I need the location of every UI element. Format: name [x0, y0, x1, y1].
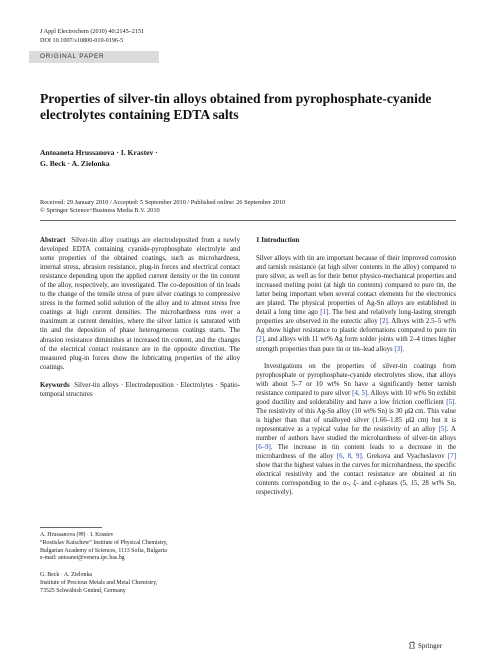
affiliation-line: 73525 Schwäbish Gmünd, Germany — [40, 587, 126, 594]
affiliation-1 — [40, 532, 240, 563]
article-type-banner: ORIGINAL PAPER — [29, 51, 159, 63]
abstract-paragraph — [40, 236, 240, 372]
footnote-divider — [40, 527, 102, 528]
affiliation-names: A. Hrussanova (✉) · I. Krastev — [40, 532, 114, 538]
journal-header — [40, 28, 340, 45]
keywords-label: Keywords — [40, 381, 70, 389]
publisher-name: Springer — [418, 642, 443, 650]
citation-link[interactable]: [4, 5] — [352, 389, 368, 397]
affiliation-email: e-mail: antoanet@venera.ipc.bas.bg — [40, 555, 125, 562]
right-column — [256, 236, 456, 497]
left-column — [40, 236, 240, 399]
journal-citation: J Appl Electrochem (2010) 40:2145–2151 — [40, 28, 145, 35]
dates-line: Received: 29 January 2010 / Accepted: 5 September 2010 / Published online: 26 September 2010 — [40, 199, 286, 206]
springer-horse-icon — [408, 641, 416, 649]
header-divider — [40, 220, 456, 221]
author-line: G. Beck · A. Zielonka — [40, 158, 110, 168]
citation-link[interactable]: [1] — [320, 309, 329, 317]
citation-link[interactable]: [2] — [379, 318, 388, 326]
affiliation-line: “Rostislav Kaischew” Institute of Physical Chemistry, — [40, 539, 168, 546]
abstract-text: Silver-tin alloy coatings are electrodeposited from a newly developed EDTA containing cyanide-pyrophosphate electrolyte and some properties of the obtained coatings, such as microhardness, internal stress, abrasion resistance, plug-in forces and electrical contact resistance depending upon the applied current density or the tin content of the alloy, respectively, are investigated. The co-deposition of tin leads to the change of the tensile stress of pure silver coatings to compressive stress in the formed solid solution of the alloy and to almost stress free coatings at high current densities. The microhardness runs over a maximum at current densities, where the silver lattice is saturated with tin and the deposition of phase heterogeneous coatings starts. The abrasion resistance diminishes at increased tin content, and the changes of the electrical contact resistance are in the opposite direction. The measured plug-in forces show the lubricating properties of the alloy coatings. — [40, 237, 241, 371]
citation-link[interactable]: [7] — [448, 453, 456, 461]
citation-link[interactable]: [5] — [446, 398, 455, 406]
keywords-paragraph — [40, 381, 240, 399]
abstract-label: Abstract — [40, 237, 66, 244]
affiliation-line: Bulgarian Academy of Sciences, 1113 Sofia, Bulgaria — [40, 547, 167, 554]
citation-link[interactable]: [2] — [256, 336, 264, 344]
intro-paragraph-2: Investigations on the properties of silver-tin coatings from pyrophosphate or pyrophosphate-cyanide electrolytes show, that alloys with about 5–7 or 10 wt% Sn have a significantly better tarnish resistance compared to pure silver [4, 5]. Alloys with 10 wt% Sn exhibit good ductility and solderability and have a low friction coefficient [5]. The resistivity of this Ag-Sn alloy (10 wt% Sn) is 30 μΩ cm. This value is higher than that of unalloyed silver (1.66–1.85 μΩ cm) but it is representative as a typical value for the resistivity of an alloy [5]. A number of authors have studied the microhardness of silver-tin alloys [6–9]. The increase in tin content leads to a decrease in the microhardness of the alloy [6, 8, 9]. Grekova and Vyacheslavov [7] show that the highest values in the curves for microhardness, the specific electrical resistivity and the contact resistance are obtained at tin contents corresponding to the α-, ζ- and ε-phases (5, 15, 28 wt% Sn, respectively). — [256, 362, 456, 497]
keywords-text: Silver-tin alloys · Electrodeposition · Electrolytes · Spatio-temporal structures — [40, 381, 241, 398]
journal-doi: DOI 10.1007/s10800-010-0196-5 — [40, 36, 124, 44]
citation-link[interactable]: [6–9] — [256, 443, 271, 451]
author-list — [40, 148, 300, 169]
affiliation-2 — [40, 572, 240, 595]
intro-paragraph-1: Silver alloys with tin are important because of their improved corrosion and tarnish resistance (at high silver contents in the alloy) compared to pure silver, as well as for their better physico-mechanical properties and increased melting point (at high tin contents) compared to pure tin, the latter being important when several contact elements for the electronics are plated. The physical properties of Ag-Sn alloys are established in detail a long time ago [1]. The best and relatively long-lasting strength properties are observed in the eutectic alloy [2]. Alloys with 2.5–5 wt% Ag show higher resistance to plastic deformations compared to pure tin [2], and alloys with 11 wt% Ag form solder joints with 2–4 times higher strength properties than pure tin or tin–lead alloys [3]. — [256, 255, 456, 353]
article-title: Properties of silver-tin alloys obtained from pyrophosphate-cyanide electrolytes containing EDTA salts — [40, 91, 432, 122]
copyright-line: © Springer Science+Business Media B.V. 2010 — [40, 207, 160, 215]
publisher-mark — [408, 641, 442, 651]
affiliation-names: G. Beck · A. Zielonka — [40, 572, 93, 578]
author-line: Antoaneta Hrussanova · I. Krastev · — [40, 148, 158, 157]
citation-link[interactable]: [3] — [394, 345, 403, 353]
citation-link[interactable]: [5] — [438, 425, 447, 433]
publication-dates — [40, 199, 440, 215]
section-heading: 1 Introduction — [256, 236, 300, 244]
citation-link[interactable]: [6, 8, 9] — [336, 453, 362, 461]
affiliation-line: Institute of Precious Metals and Metal Chemistry, — [40, 579, 158, 586]
